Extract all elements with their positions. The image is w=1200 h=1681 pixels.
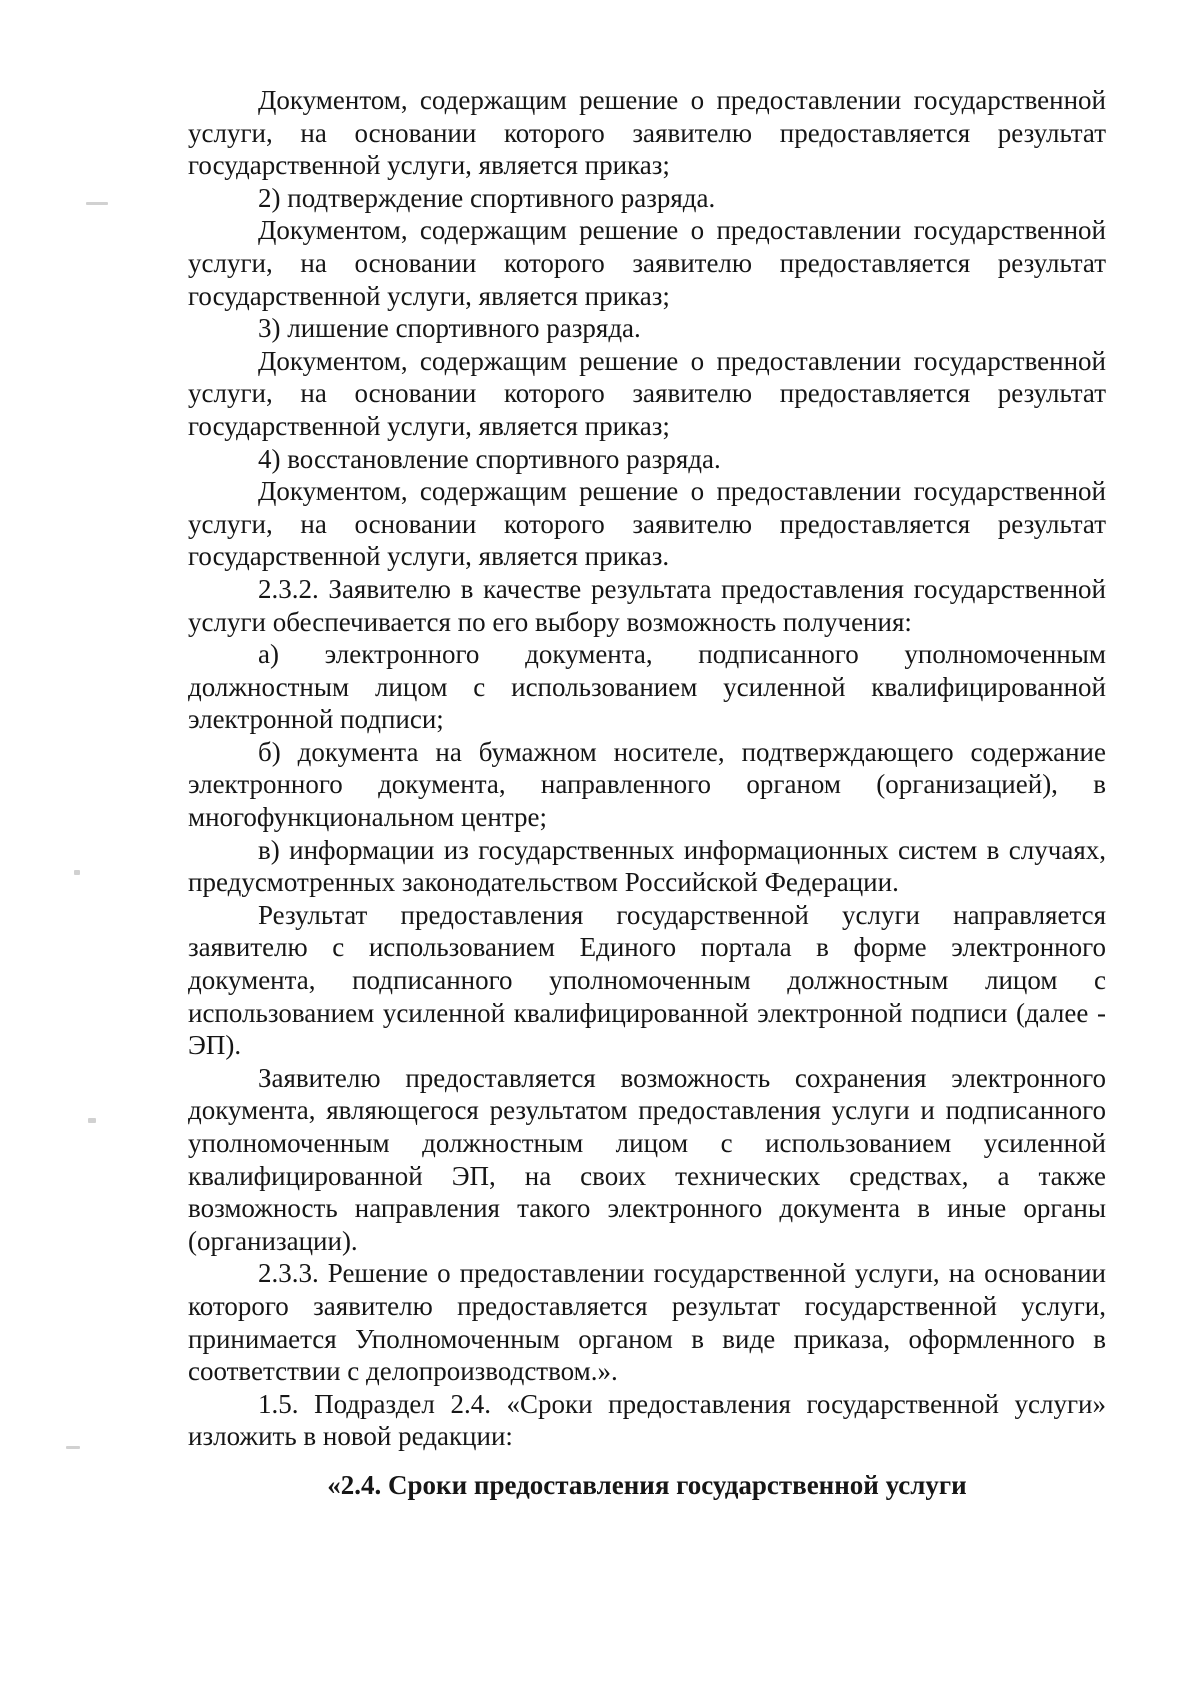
paragraph: Документом, содержащим решение о предоставлении государственной услуги, на основании которого заявителю предоставляется результат государственной услуги, является приказ; (188, 85, 1106, 181)
clause-1-5: 1.5. Подраздел 2.4. «Сроки предоставления государственной услуги» изложить в новой редакции: (188, 1388, 1106, 1452)
clause-2-3-2: 2.3.2. Заявителю в качестве результата предоставления государственной услуги обеспечивается по его выбору возможность получения: (188, 573, 1106, 637)
section-heading: «2.4. Сроки предоставления государственной услуги (327, 1469, 967, 1500)
list-item-confirmation: 2) подтверждение спортивного разряда. (258, 182, 716, 213)
paragraph: Заявителю предоставляется возможность сохранения электронного документа, являющегося результатом предоставления услуги и подписанного уполномоченным должностным лицом с использованием усиленной квалифицированной ЭП, на своих технических средствах, а также возможность направления такого электронного документа в иные органы (организации). (188, 1062, 1106, 1256)
sub-item-a: а) электронного документа, подписанного уполномоченным должностным лицом с использованием усиленной квалифицированной электронной подписи; (188, 639, 1106, 735)
scan-artifact (88, 1118, 96, 1123)
scan-artifact (66, 1446, 80, 1449)
paragraph: Документом, содержащим решение о предоставлении государственной услуги, на основании которого заявителю предоставляется результат государственной услуги, является приказ; (188, 345, 1106, 441)
scan-artifact (86, 202, 108, 205)
scan-artifact (74, 870, 80, 875)
clause-2-3-3: 2.3.3. Решение о предоставлении государственной услуги, на основании которого заявителю предоставляется результат государственной услуги, принимается Уполномоченным органом в виде приказа, оформленного в соответствии с делопроизводством.». (188, 1258, 1106, 1387)
paragraph: Результат предоставления государственной услуги направляется заявителю с использованием Единого портала в форме электронного документа, подписанного уполномоченным должностным лицом с использованием усиленной квалифицированной электронной подписи (далее - ЭП). (188, 899, 1106, 1061)
sub-item-b: б) документа на бумажном носителе, подтверждающего содержание электронного документа, направленного органом (организацией), в многофункциональном центре; (188, 736, 1106, 833)
paragraph: Документом, содержащим решение о предоставлении государственной услуги, на основании которого заявителю предоставляется результат государственной услуги, является приказ; (188, 215, 1106, 311)
sub-item-v: в) информации из государственных информационных систем в случаях, предусмотренных законодательством Российской Федерации. (188, 834, 1106, 898)
list-item-restoration: 4) восстановление спортивного разряда. (258, 443, 721, 474)
document-body (188, 84, 1106, 1502)
paragraph: Документом, содержащим решение о предоставлении государственной услуги, на основании которого заявителю предоставляется результат государственной услуги, является приказ. (188, 476, 1106, 572)
list-item-revocation: 3) лишение спортивного разряда. (258, 313, 641, 344)
